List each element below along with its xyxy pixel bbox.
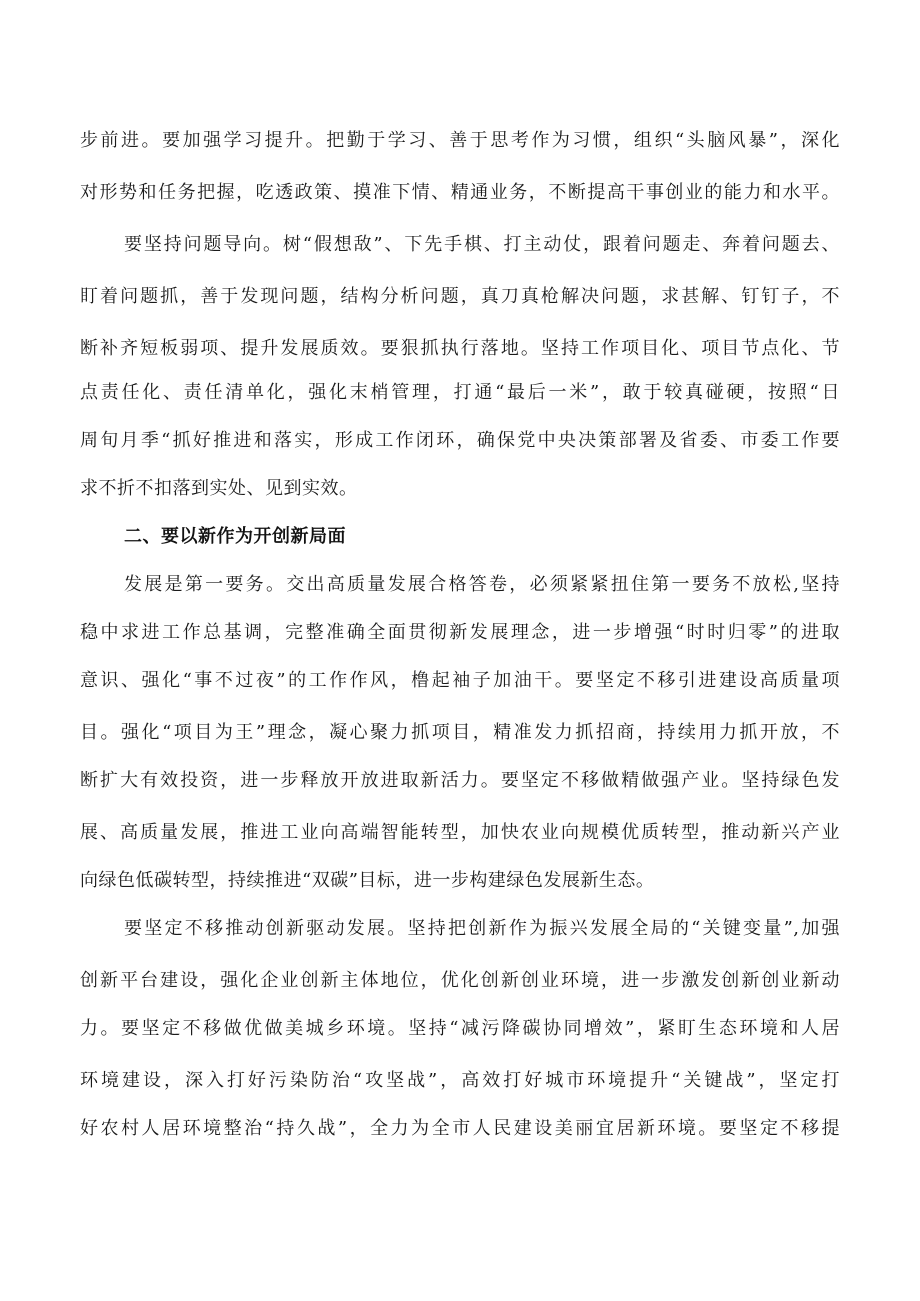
paragraph-first-line: 发展是第一要务。交出高质量发展合格答卷，必须紧紧扭住第一要务不放松,坚持: [124, 574, 840, 595]
text-line: 展、高质量发展，推进工业向高端智能转型，加快农业向规模优质转型，推动新兴产业: [80, 822, 840, 843]
text-line: 创新平台建设，强化企业创新主体地位，优化创新创业环境，进一步激发创新创业新动: [80, 970, 840, 991]
text-line: 力。要坚定不移做优做美城乡环境。坚持“减污降碳协同增效”，紧盯生态环境和人居: [80, 1018, 840, 1039]
text-line: 步前进。要加强学习提升。把勤于学习、善于思考作为习惯，组织“头脑风暴”，深化: [80, 130, 840, 151]
text-line: 意识、强化“事不过夜”的工作作风，橹起袖子加油干。要坚定不移引进建设高质量项: [80, 670, 840, 691]
text-line: 对形势和任务把握，吃透政策、摸准下情、精通业务，不断提高干事创业的能力和水平。: [80, 182, 840, 203]
text-line: 好农村人居环境整治“持久战”，全力为全市人民建设美丽宜居新环境。要坚定不移提: [80, 1118, 840, 1139]
paragraph-first-line: 要坚定不移推动创新驱动发展。坚持把创新作为振兴发展全局的“关键变量”,加强: [124, 918, 840, 939]
text-line: 盯着问题抓，善于发现问题，结构分析问题，真刀真枪解决问题，求甚解、钉钉子，不: [80, 286, 840, 307]
text-line: 向绿色低碳转型，持续推进“双碳”目标，进一步构建绿色发展新生态。: [80, 870, 655, 891]
text-line: 稳中求进工作总基调，完整准确全面贯彻新发展理念，进一步增强“时时归零”的进取: [80, 622, 840, 643]
text-line: 求不折不扣落到实处、见到实效。: [80, 478, 358, 499]
text-line: 环境建设，深入打好污染防治“攻坚战”，高效打好城市环境提升“关键战”，坚定打: [80, 1070, 840, 1091]
section-heading: 二、要以新作为开创新局面: [124, 526, 346, 547]
text-line: 点责任化、责任清单化，强化末梢管理，打通“最后一米”，敢于较真碰硬，按照“日: [80, 382, 840, 403]
text-line: 周旬月季“抓好推进和落实，形成工作闭环，确保党中央决策部署及省委、市委工作要: [80, 430, 840, 451]
text-line: 断补齐短板弱项、提升发展质效。要狠抓执行落地。坚持工作项目化、项目节点化、节: [80, 338, 840, 359]
text-line: 目。强化“项目为王”理念，凝心聚力抓项目，精准发力抓招商，持续用力抓开放，不: [80, 722, 840, 743]
paragraph-first-line: 要坚持问题导向。树“假想敌”、下先手棋、打主动仗，跟着问题走、奔着问题去、: [124, 234, 840, 255]
text-line: 断扩大有效投资，进一步释放开放进取新活力。要坚定不移做精做强产业。坚持绿色发: [80, 770, 840, 791]
